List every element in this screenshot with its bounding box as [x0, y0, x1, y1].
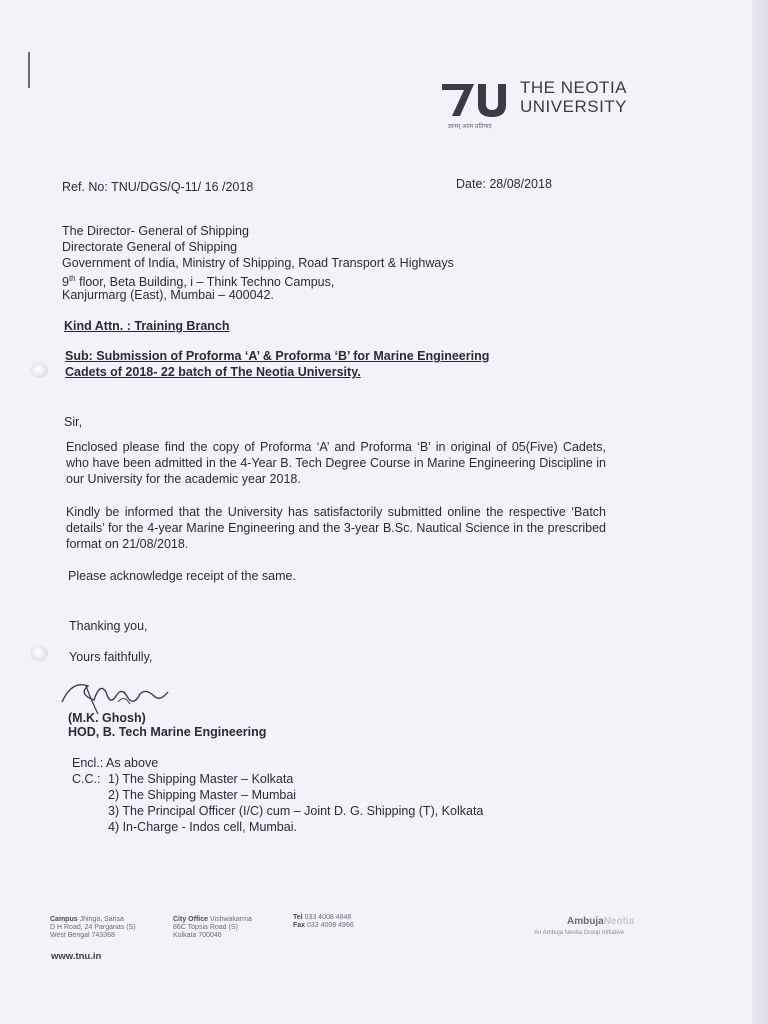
city-office-label: City Office [173, 916, 209, 923]
footer-campus [50, 916, 136, 940]
pen-mark [28, 52, 30, 88]
floor-number: 9 [62, 275, 69, 290]
cc-item: 3) The Principal Officer (I/C) cum – Joint D. G. Shipping (T), Kolkata [108, 804, 484, 818]
campus-line: D H Road, 24 Parganas (S) [50, 924, 136, 931]
salutation: Sir, [64, 415, 83, 429]
closing-line: Thanking you, [69, 619, 148, 633]
campus-label: Campus [50, 916, 78, 923]
signatory-title: HOD, B. Tech Marine Engineering [68, 725, 267, 739]
campus-line: Jhinga, Sarisa [79, 916, 124, 923]
cc-item: 1) The Shipping Master – Kolkata [108, 772, 294, 786]
body-paragraph: Please acknowledge receipt of the same. [68, 569, 296, 583]
group-brand [567, 916, 634, 927]
address-line: Government of India, Ministry of Shipping, Road Transport & Highways [62, 256, 454, 270]
fax-label: Fax [293, 922, 306, 929]
signatory-name: (M.K. Ghosh) [68, 711, 146, 725]
address-line: The Director- General of Shipping [62, 224, 249, 238]
letter-date: Date: 28/08/2018 [456, 177, 552, 191]
letterhead-name-line1: THE NEOTIA [520, 78, 628, 97]
subject-line-2: Cadets of 2018- 22 batch of The Neotia University. [65, 365, 361, 379]
brand-part-a: Ambuja [567, 916, 604, 927]
reference-number: Ref. No: TNU/DGS/Q-11/ 16 /2018 [62, 180, 254, 194]
university-logo-icon [440, 78, 514, 118]
fax-number: 033 4008 4966 [307, 922, 354, 929]
tel-number: 033 4008 4848 [304, 914, 352, 921]
address-line: floor, Beta Building, i – Think Techno Campus, [79, 275, 335, 290]
cc-item: 4) In-Charge - Indos cell, Mumbai. [108, 820, 297, 834]
cc-label: C.C.: [72, 772, 101, 786]
website-link[interactable]: www.tnu.in [51, 951, 102, 962]
address-line: Kanjurmarg (East), Mumbai – 400042. [62, 288, 274, 302]
address-line: Directorate General of Shipping [62, 240, 238, 254]
tel-label: Tel [293, 914, 303, 921]
footer-city-office [173, 916, 252, 940]
letterhead-name-line2: UNIVERSITY [520, 97, 628, 116]
city-office-line: Kolkata 700046 [173, 932, 222, 939]
footer-contact [293, 914, 354, 930]
city-office-line: Vishwakarma [209, 916, 252, 923]
brand-part-b: Neotia [603, 916, 635, 927]
cc-item: 2) The Shipping Master – Mumbai [108, 788, 297, 802]
body-paragraph: Kindly be informed that the University has satisfactorily submitted online the respective ‘Batch details’ for the 4-year Marine Engineering and the 3-year B.Sc. Nautical Science in the prescribed format on 21/08/2018. [66, 505, 606, 551]
body-paragraph: Enclosed please find the copy of Proforma ‘A’ and Proforma ‘B’ in original of 05(Five) Cadets, who have been admitted in the 4-Year B. Tech Degree Course in Marine Engineering Discipline in our University for the academic year 2018. [66, 440, 606, 486]
attention-line: Kind Attn. : Training Branch [64, 319, 230, 333]
paper-edge [752, 0, 768, 1024]
floor-suffix: th [68, 274, 76, 283]
enclosure-line: Encl.: As above [72, 756, 159, 770]
letterhead-tagline: ज्ञानम् आत्म प्रतिपाद [448, 124, 492, 130]
group-brand-subtitle: An Ambuja Neotia Group Initiative [534, 930, 625, 936]
subject-line-1: Sub: Submission of Proforma ‘A’ & Proforma ‘B’ for Marine Engineering [65, 349, 490, 363]
closing-line: Yours faithfully, [69, 650, 153, 664]
punch-hole-top [30, 362, 48, 378]
city-office-line: 86C Topsia Road (S) [173, 924, 238, 931]
punch-hole-bottom [30, 645, 48, 661]
campus-line: West Bengal 743368 [50, 932, 115, 939]
